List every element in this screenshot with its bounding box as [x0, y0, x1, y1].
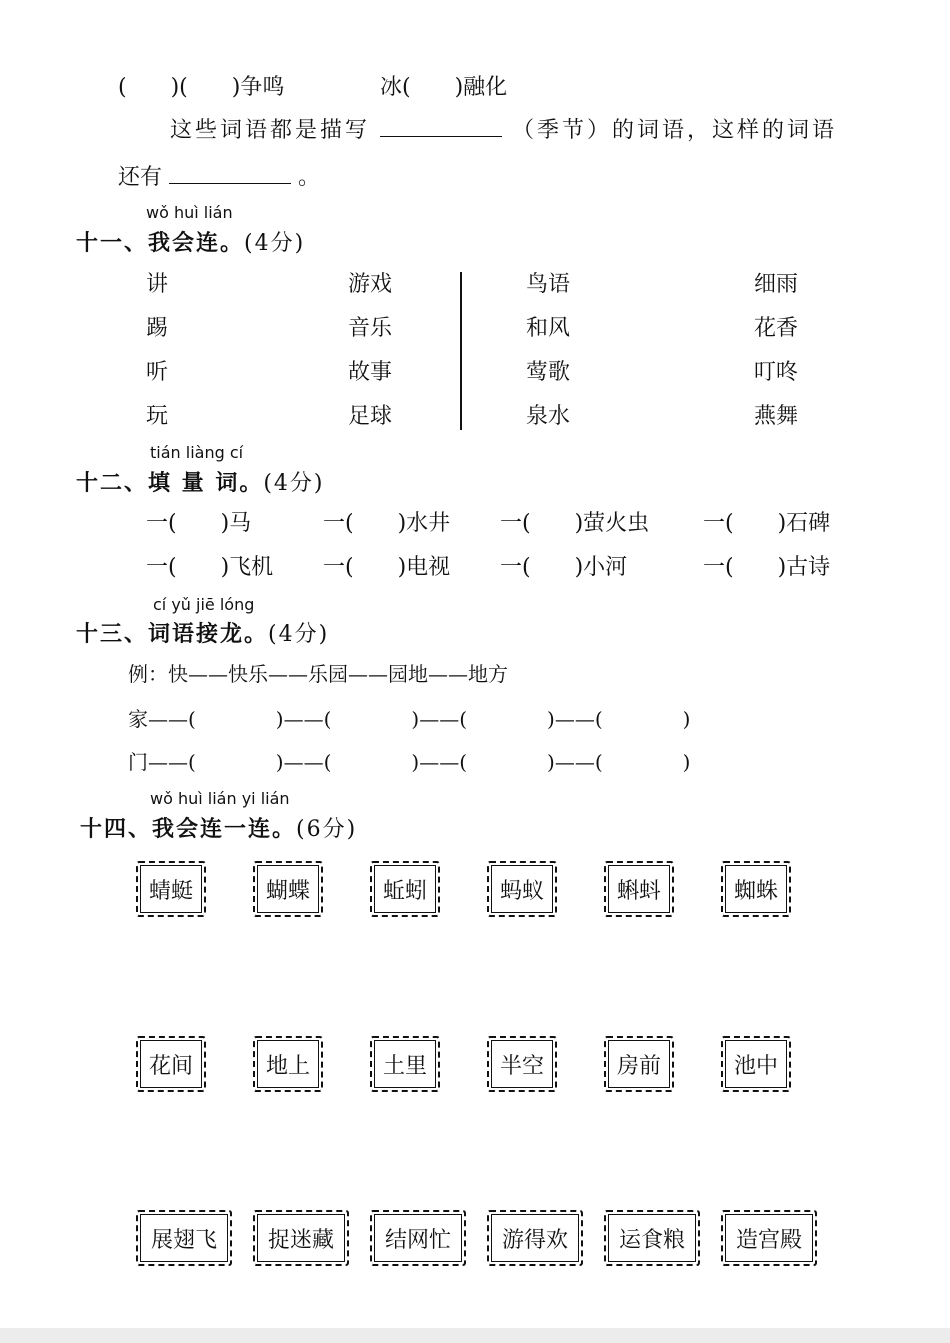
- insect-card[interactable]: 蚯蚓: [370, 861, 440, 917]
- action-card[interactable]: 结网忙: [370, 1210, 466, 1266]
- sentence-text-b2: 。: [298, 165, 321, 190]
- sec11-left-match[interactable]: 游戏: [348, 272, 393, 297]
- sec13-title-text: 十三、词语接龙。: [76, 621, 269, 647]
- measure-word-item[interactable]: 一( )小河: [500, 555, 628, 580]
- sec11-right-match[interactable]: 花香: [754, 316, 799, 341]
- insect-card[interactable]: 蜻蜓: [136, 861, 206, 917]
- word-chain-line[interactable]: 门——( )——( )——( )——( ): [128, 750, 691, 774]
- sec14-score: (6分): [296, 817, 358, 842]
- sentence-text-a1: 这些词语都是描写: [170, 118, 371, 143]
- place-card[interactable]: 池中: [721, 1036, 791, 1092]
- sec11-left-match[interactable]: 故事: [348, 360, 393, 385]
- sec11-right-word[interactable]: 莺歌: [526, 360, 571, 385]
- place-card[interactable]: 房前: [604, 1036, 674, 1092]
- sentence-text-a2: （季节）的词语，这样的词语: [512, 118, 838, 143]
- measure-word-item[interactable]: 一( )古诗: [703, 555, 831, 580]
- sec11-right-match[interactable]: 细雨: [754, 272, 799, 297]
- sec12-score: (4分): [263, 471, 325, 496]
- sec11-right-word[interactable]: 和风: [526, 316, 571, 341]
- sec12-pinyin: tián liàng cí: [150, 443, 244, 462]
- sec11-left-word[interactable]: 玩: [146, 404, 169, 429]
- insect-card[interactable]: 蝌蚪: [604, 861, 674, 917]
- place-card[interactable]: 半空: [487, 1036, 557, 1092]
- idiom-item-2: 冰( )融化: [380, 75, 508, 100]
- sec11-left-word[interactable]: 讲: [146, 272, 169, 297]
- sec11-right-word[interactable]: 鸟语: [526, 272, 571, 297]
- place-card[interactable]: 土里: [370, 1036, 440, 1092]
- sec11-right-match[interactable]: 叮咚: [754, 360, 799, 385]
- action-card[interactable]: 捉迷藏: [253, 1210, 349, 1266]
- measure-word-item[interactable]: 一( )萤火虫: [500, 511, 650, 536]
- word-chain-example: 例：快——快乐——乐园——园地——地方: [128, 662, 508, 686]
- sec12-title-text: 十二、填 量 词。: [76, 470, 264, 496]
- sec11-left-match[interactable]: 音乐: [348, 316, 393, 341]
- sec13-pinyin: cí yǔ jiē lóng: [153, 595, 255, 614]
- sec11-left-word[interactable]: 踢: [146, 316, 169, 341]
- sec11-right-match[interactable]: 燕舞: [754, 404, 799, 429]
- sec13-title: [76, 617, 329, 648]
- sec11-right-word[interactable]: 泉水: [526, 404, 571, 429]
- place-card[interactable]: 花间: [136, 1036, 206, 1092]
- action-card[interactable]: 展翅飞: [136, 1210, 232, 1266]
- place-card[interactable]: 地上: [253, 1036, 323, 1092]
- sec14-title-text: 十四、我会连一连。: [80, 816, 297, 842]
- measure-word-item[interactable]: 一( )水井: [323, 511, 451, 536]
- action-card[interactable]: 游得欢: [487, 1210, 583, 1266]
- word-chain-line[interactable]: 家——( )——( )——( )——( ): [128, 707, 691, 731]
- sec11-title: [76, 226, 305, 257]
- column-divider: [460, 272, 462, 430]
- action-card[interactable]: 造宫殿: [721, 1210, 817, 1266]
- measure-word-item[interactable]: 一( )马: [146, 511, 252, 536]
- sec11-title-text: 十一、我会连。: [76, 230, 245, 256]
- sec11-score: (4分): [244, 231, 306, 256]
- sec11-pinyin: wǒ huì lián: [146, 203, 233, 222]
- more-words-sentence: [118, 160, 320, 191]
- sec13-score: (4分): [268, 622, 330, 647]
- insect-card[interactable]: 蜘蛛: [721, 861, 791, 917]
- sec14-title: [80, 812, 357, 843]
- sec11-left-match[interactable]: 足球: [348, 404, 393, 429]
- insect-card[interactable]: 蚂蚁: [487, 861, 557, 917]
- season-sentence: [170, 113, 837, 144]
- insect-card[interactable]: 蝴蝶: [253, 861, 323, 917]
- measure-word-item[interactable]: 一( )电视: [323, 555, 451, 580]
- season-blank[interactable]: [380, 116, 502, 137]
- measure-word-item[interactable]: 一( )石碑: [703, 511, 831, 536]
- page-bottom-edge: [0, 1328, 950, 1343]
- more-words-blank[interactable]: [169, 163, 291, 184]
- sec11-left-word[interactable]: 听: [146, 360, 169, 385]
- measure-word-item[interactable]: 一( )飞机: [146, 555, 274, 580]
- sentence-text-b1: 还有: [118, 165, 163, 190]
- idiom-item-1: ( )( )争鸣: [118, 75, 285, 100]
- sec14-pinyin: wǒ huì lián yi lián: [150, 789, 290, 808]
- sec12-title: [76, 466, 325, 497]
- action-card[interactable]: 运食粮: [604, 1210, 700, 1266]
